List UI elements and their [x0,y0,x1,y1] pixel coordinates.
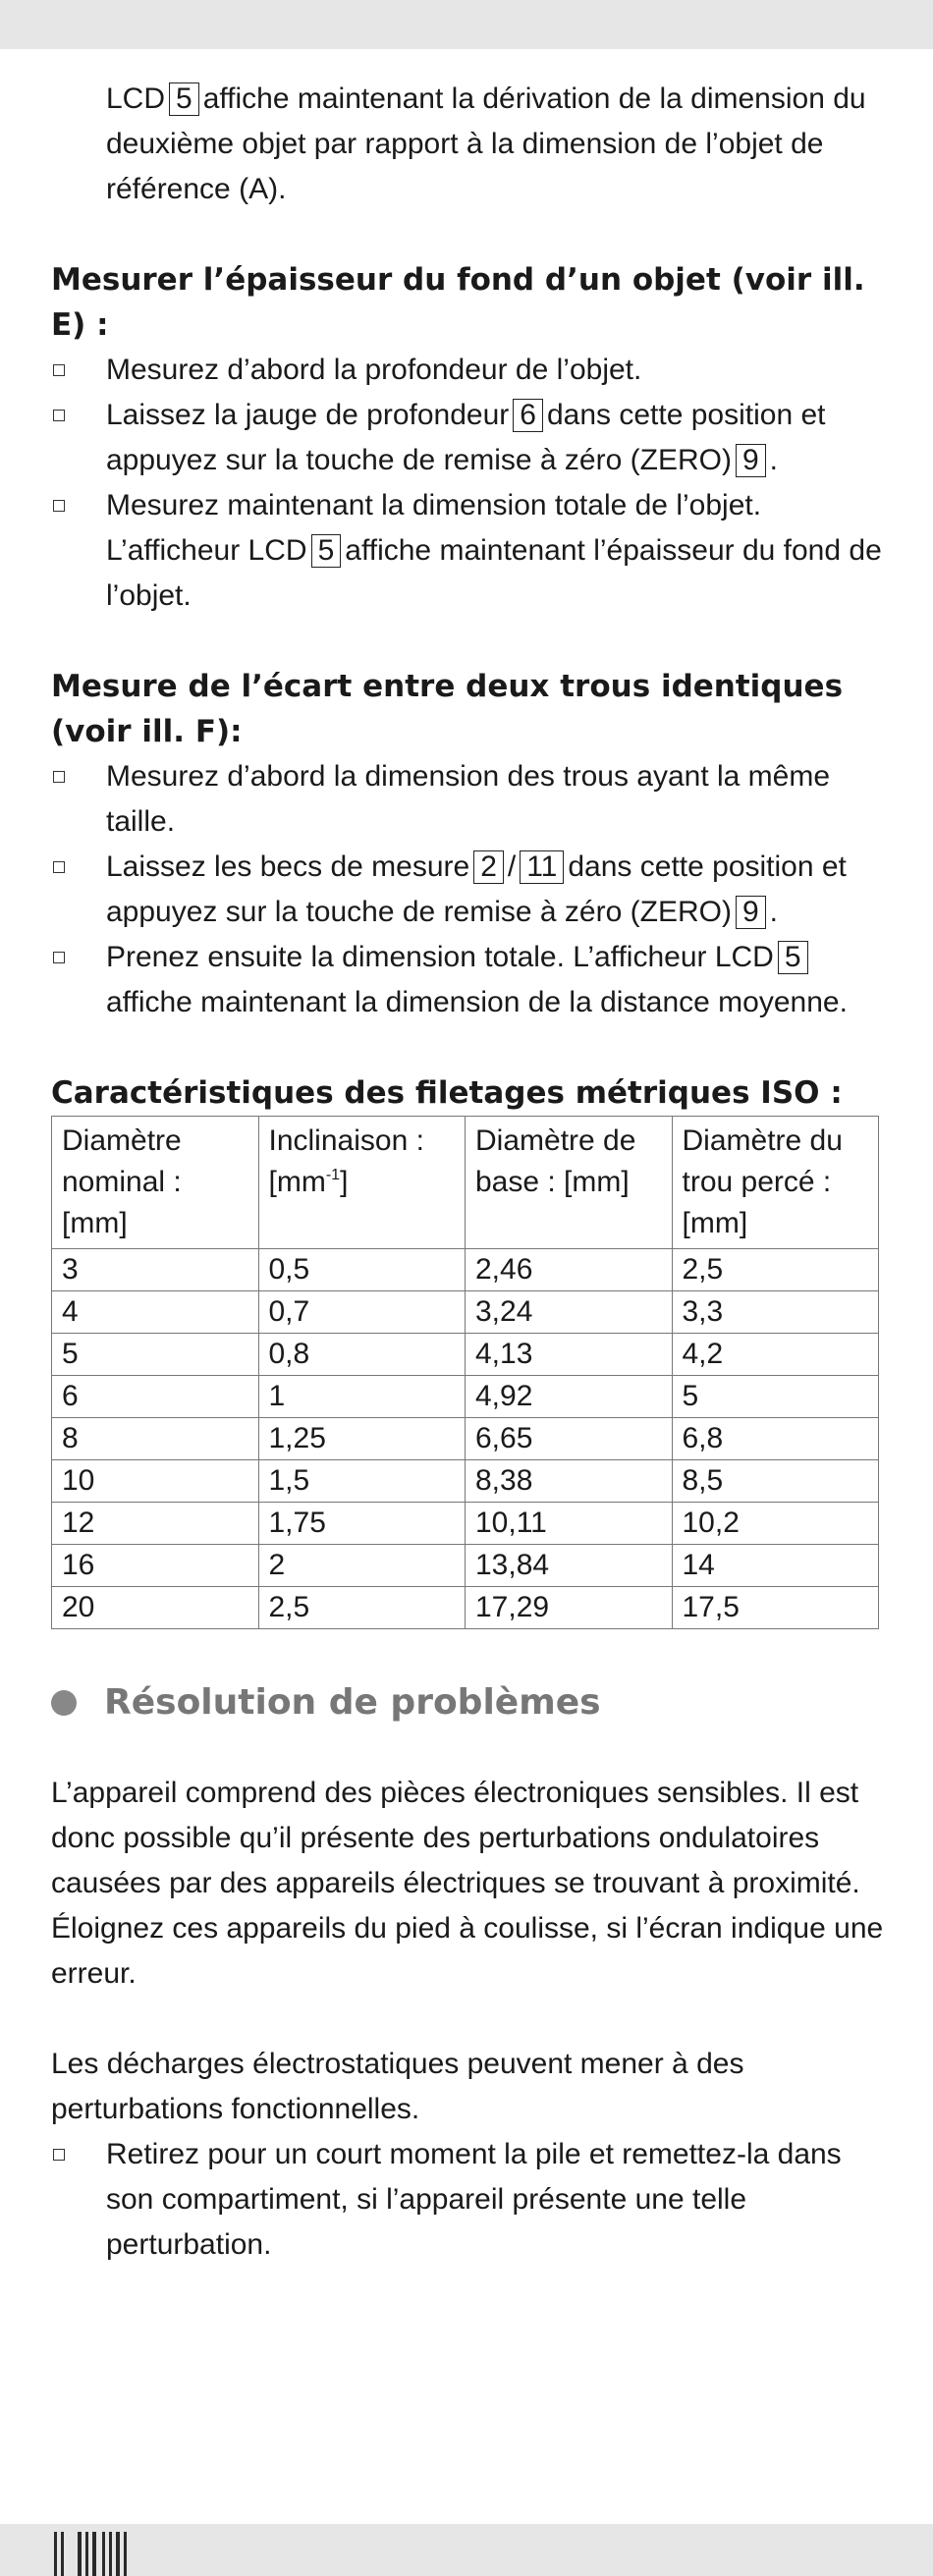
table-cell: 2,5 [258,1587,466,1629]
reference-box: 6 [513,399,543,432]
table-cell: 1 [258,1376,466,1418]
section-f-title: Mesure de l’écart entre deux trous identiques (voir ill. F): [51,669,844,749]
table-cell: 3,24 [466,1291,673,1334]
table-cell: 0,5 [258,1249,466,1291]
square-bullet-icon [53,500,65,512]
table-cell: 20 [52,1587,259,1629]
iso-table-title: Caractéristiques des filetages métriques ISO : [51,1075,843,1111]
list-item: Prenez ensuite la dimension totale. L’afficheur LCD 5affiche maintenant la dimension de la distance moyenne. [51,935,886,1025]
square-bullet-icon [53,952,65,963]
square-bullet-icon [53,861,65,873]
table-cell: 13,84 [466,1545,673,1587]
iso-thread-table [51,1116,879,1629]
reference-box: 11 [520,850,564,884]
reference-box: 2 [473,850,504,884]
table-row [52,1503,879,1545]
table-header-row [52,1117,879,1249]
table-row [52,1376,879,1418]
list-item: Mesurez d’abord la dimension des trous ayant la même taille. [51,754,886,845]
table-cell: 5 [52,1334,259,1376]
table-cell: 8 [52,1418,259,1460]
table-row [52,1334,879,1376]
list-item: Laissez la jauge de profondeur 6 dans cette position et appuyez sur la touche de remise à zéro (ZERO) 9 . [51,393,886,483]
troubleshooting-list [51,2132,886,2268]
table-cell: 12 [52,1503,259,1545]
table-cell: 4 [52,1291,259,1334]
reference-box: 5 [169,82,199,116]
table-row [52,1291,879,1334]
table-cell: 2,46 [466,1249,673,1291]
intro-paragraph: LCD 5 affiche maintenant la dérivation de la dimension du deuxième objet par rapport à la dimension de l’objet de référence (A). [106,82,866,205]
list-item: Laissez les becs de mesure 2 / 11 dans cette position et appuyez sur la touche de remise à zéro (ZERO) 9 . [51,845,886,935]
table-cell: 4,13 [466,1334,673,1376]
table-cell: 10,2 [672,1503,879,1545]
header-drill-diameter: Diamètre du trou percé : [mm] [672,1117,879,1249]
header-base-diameter: Diamètre de base : [mm] [466,1117,673,1249]
header-pitch: Inclinaison : $[mm^{-1}]$ [258,1117,466,1249]
table-cell: 8,5 [672,1460,879,1503]
troubleshooting-paragraph-1: L’appareil comprend des pièces électroniques sensibles. Il est donc possible qu’il présente des perturbations ondulatoires causées par des appareils électriques se trouvant à proximité. Éloignez ces appareils du pied à coulisse, si l’écran indique une erreur. [51,1777,884,1990]
table-cell: 3,3 [672,1291,879,1334]
iso-table-body [52,1249,879,1629]
square-bullet-icon [53,771,65,783]
table-cell: 17,5 [672,1587,879,1629]
table-cell: 6,8 [672,1418,879,1460]
table-row [52,1545,879,1587]
manual-page [51,77,886,2268]
table-cell: 1,75 [258,1503,466,1545]
table-cell: 8,38 [466,1460,673,1503]
reference-box: 5 [778,941,808,974]
table-row [52,1460,879,1503]
table-cell: 2,5 [672,1249,879,1291]
table-cell: 2 [258,1545,466,1587]
table-cell: 1,5 [258,1460,466,1503]
section-e-list [51,348,886,619]
square-bullet-icon [53,410,65,421]
page-header-bar [0,0,933,49]
table-cell: 3 [52,1249,259,1291]
table-cell: 4,2 [672,1334,879,1376]
table-row [52,1249,879,1291]
table-cell: 10 [52,1460,259,1503]
troubleshooting-paragraph-2: Les décharges électrostatiques peuvent mener à des perturbations fonctionnelles. [51,2048,744,2125]
list-item: Retirez pour un court moment la pile et remettez-la dans son compartiment, si l’appareil présente une telle perturbation. [51,2132,886,2268]
table-cell: 17,29 [466,1587,673,1629]
table-cell: 0,8 [258,1334,466,1376]
table-cell: 6 [52,1376,259,1418]
table-cell: 4,92 [466,1376,673,1418]
table-cell: 16 [52,1545,259,1587]
table-row [52,1587,879,1629]
troubleshooting-title: Résolution de problèmes [51,1680,886,1726]
table-cell: 5 [672,1376,879,1418]
header-nominal-diameter: Diamètre nominal : [mm] [52,1117,259,1249]
table-cell: 14 [672,1545,879,1587]
table-cell: 0,7 [258,1291,466,1334]
section-f-list [51,754,886,1025]
list-item: Mesurez d’abord la profondeur de l’objet. [51,348,886,393]
barcode-icon [54,2532,131,2576]
square-bullet-icon [53,364,65,376]
table-cell: 6,65 [466,1418,673,1460]
list-item: Mesurez maintenant la dimension totale de l’objet. L’afficheur LCD 5 affiche maintenant l’épaisseur du fond de l’objet. [51,483,886,619]
page-footer-bar [0,2524,933,2576]
square-bullet-icon [53,2149,65,2161]
table-cell: 1,25 [258,1418,466,1460]
reference-box: 5 [311,534,342,568]
bullet-dot-icon [51,1690,77,1716]
reference-box: 9 [736,896,766,929]
table-cell: 10,11 [466,1503,673,1545]
reference-box: 9 [736,444,766,477]
table-row [52,1418,879,1460]
section-e-title: Mesurer l’épaisseur du fond d’un objet (voir ill. E) : [51,262,865,343]
